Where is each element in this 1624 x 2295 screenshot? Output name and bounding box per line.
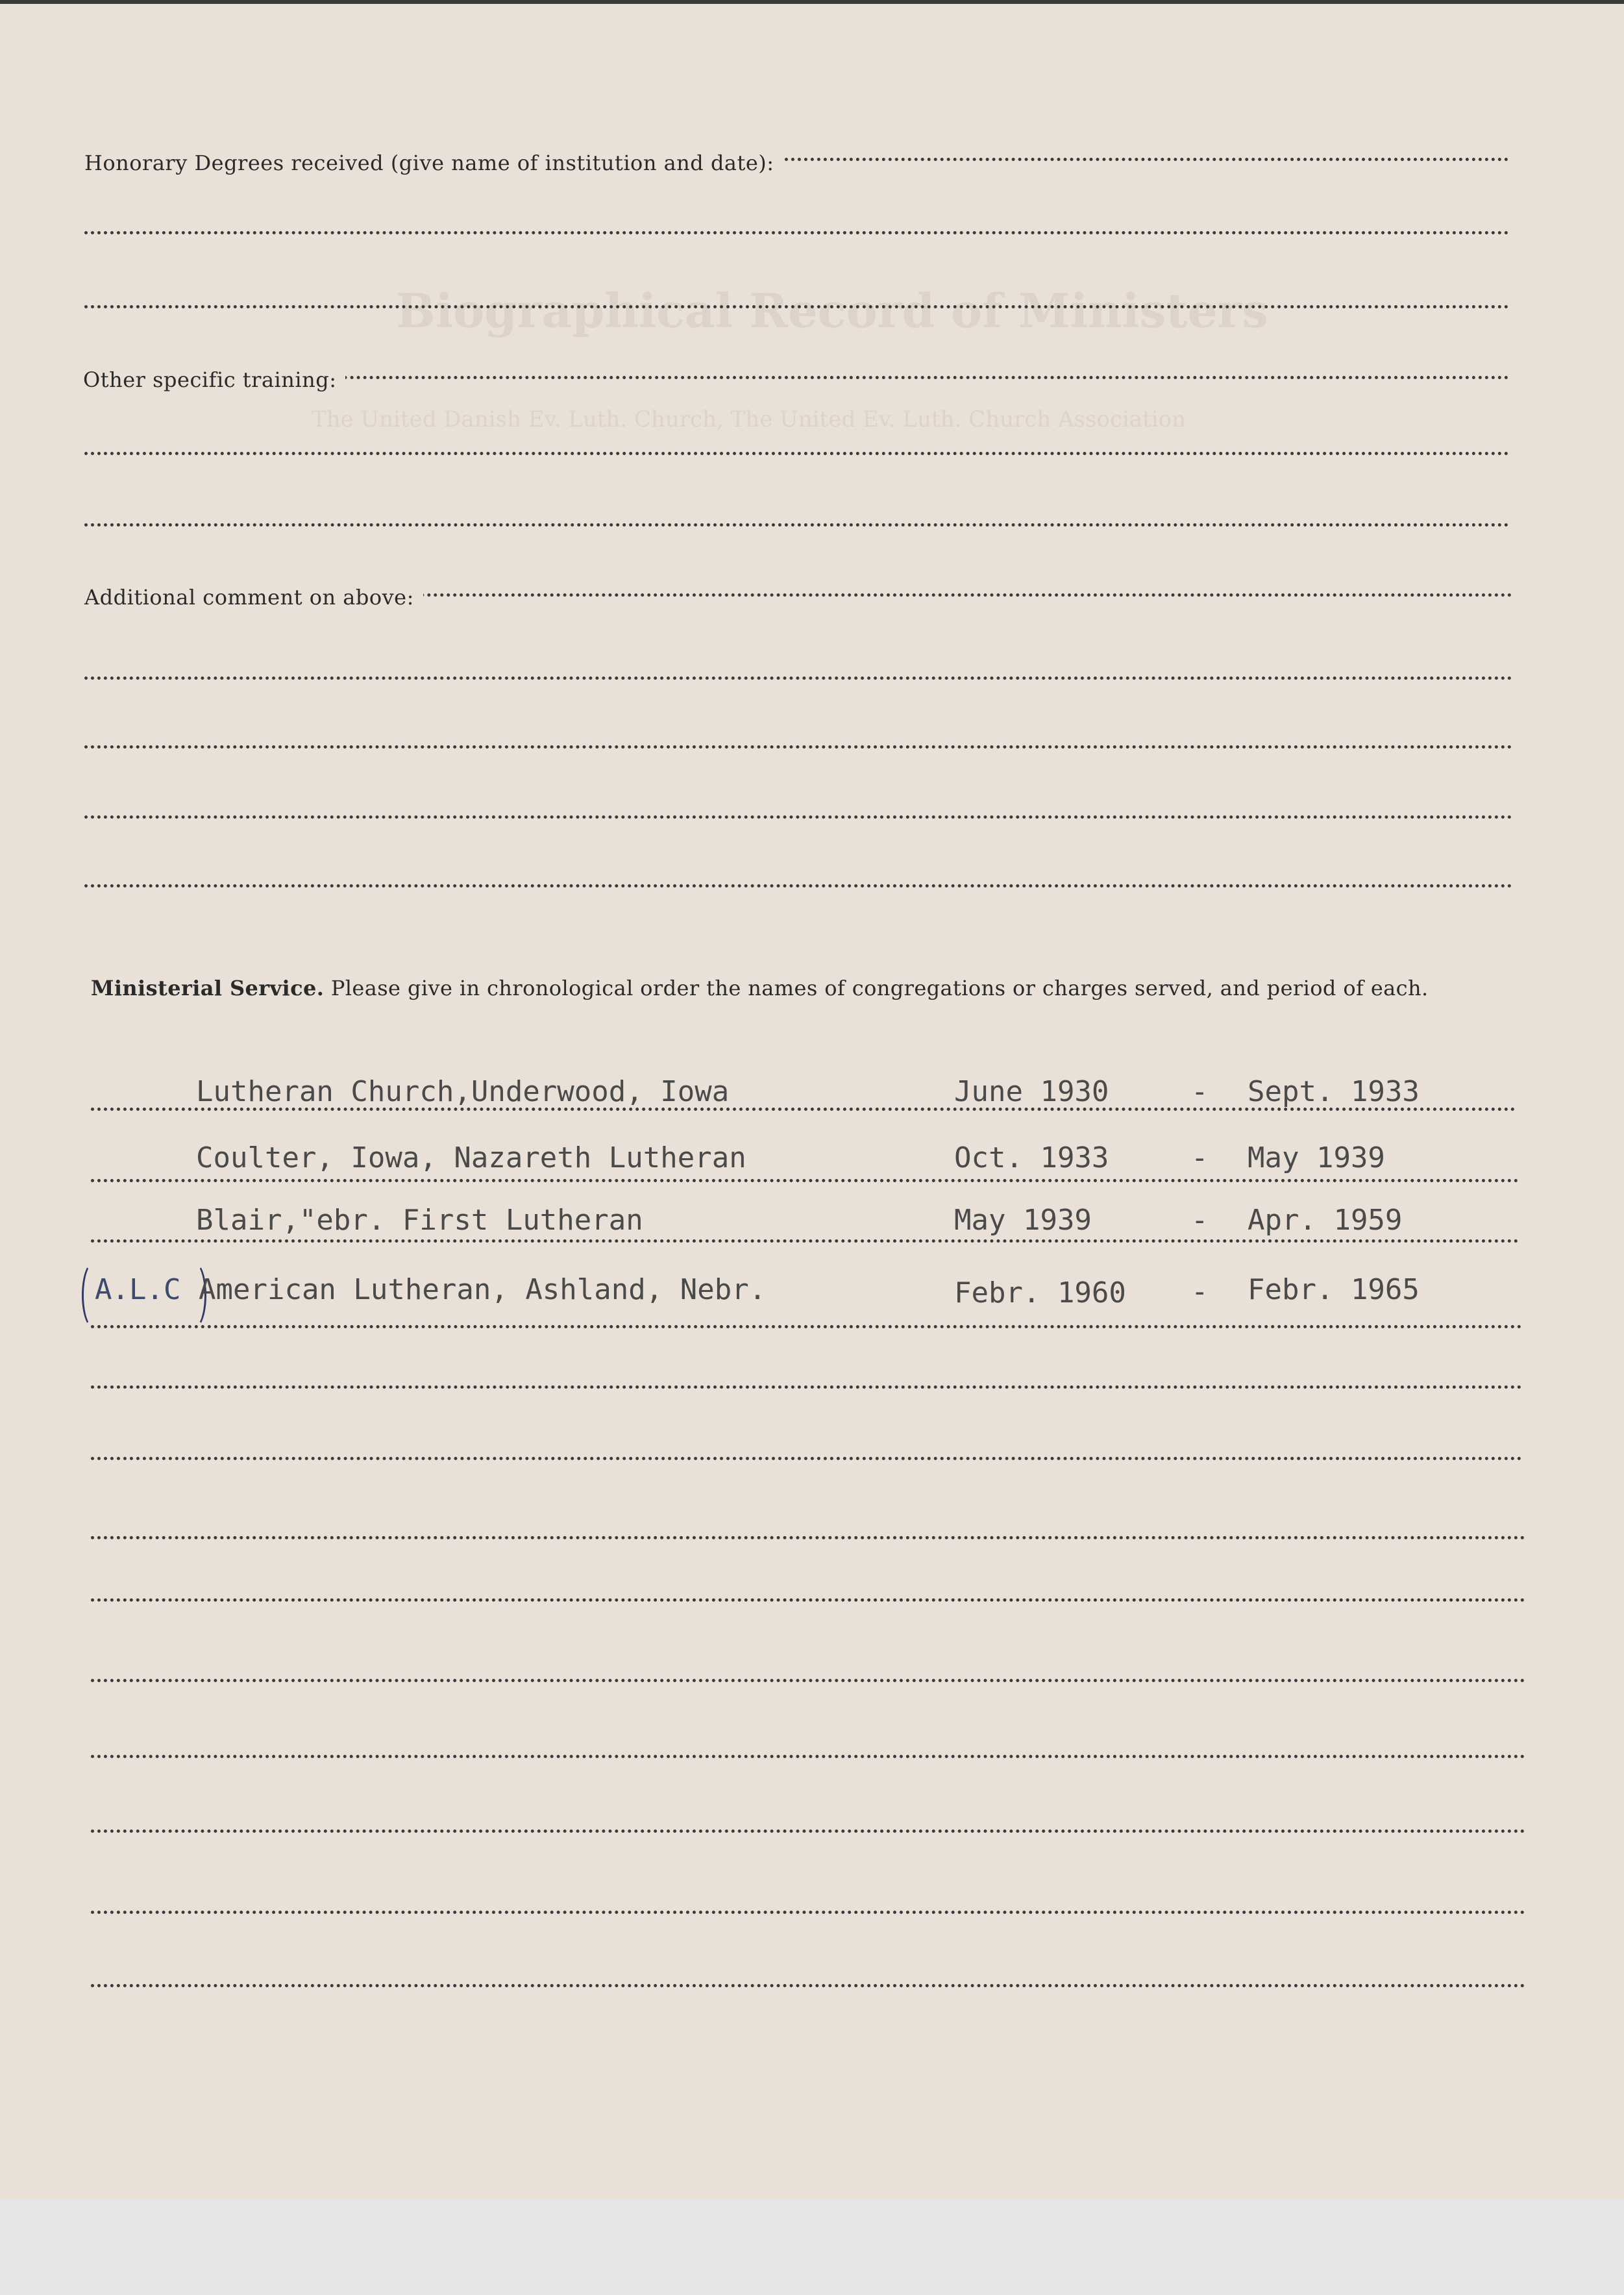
service-entry-to: Sept. 1933 (1248, 1075, 1420, 1108)
service-entry-from: May 1939 (954, 1204, 1092, 1237)
ministerial-service-text: Please give in chronological order the names of congregations or charges served, and period of each. (330, 976, 1429, 1000)
service-line-5[interactable] (91, 1385, 1522, 1389)
service-entry-to: Apr. 1959 (1248, 1204, 1403, 1237)
service-entry-name: Blair,"ebr. First Lutheran (196, 1204, 643, 1237)
service-line-8[interactable] (91, 1598, 1525, 1602)
scan-background (0, 2200, 1624, 2295)
comment-line-2[interactable] (84, 676, 1512, 680)
ministerial-service-instructions (91, 962, 1519, 1014)
ministerial-service-heading: Ministerial Service. (91, 976, 325, 1000)
service-line-4[interactable] (91, 1325, 1522, 1328)
service-entry-to: May 1939 (1248, 1141, 1385, 1174)
service-line-2[interactable] (91, 1179, 1519, 1182)
service-entry-name: American Lutheran, Ashland, Nebr. (199, 1273, 767, 1306)
annotation-alc: A.L.C (95, 1273, 181, 1306)
service-line-6[interactable] (91, 1457, 1522, 1460)
training-line-3[interactable] (84, 523, 1509, 527)
service-entry-from: Oct. 1933 (954, 1141, 1109, 1174)
comment-line-4[interactable] (84, 815, 1512, 819)
service-entry-name: Lutheran Church,Underwood, Iowa (196, 1075, 730, 1108)
service-entry-dash: - (1191, 1275, 1209, 1308)
service-line-13[interactable] (91, 1984, 1525, 1987)
service-entry-dash: - (1191, 1204, 1209, 1237)
service-entry-name: Coulter, Iowa, Nazareth Lutheran (196, 1141, 746, 1174)
service-line-12[interactable] (91, 1911, 1525, 1914)
service-entry-to: Febr. 1965 (1248, 1273, 1420, 1306)
service-entry-dash: - (1191, 1075, 1209, 1108)
service-line-7[interactable] (91, 1536, 1525, 1539)
honorary-line-2[interactable] (84, 231, 1509, 234)
service-entry-from: Febr. 1960 (954, 1276, 1126, 1309)
service-line-11[interactable] (91, 1830, 1525, 1833)
service-line-3[interactable] (91, 1239, 1519, 1243)
training-label: Other specific training: (83, 367, 345, 392)
training-line-2[interactable] (84, 452, 1509, 455)
service-entry-from: June 1930 (954, 1075, 1109, 1108)
show-through-title: Biographical Record of Ministers (396, 283, 1268, 338)
honorary-line-3[interactable] (84, 305, 1509, 308)
service-line-10[interactable] (91, 1755, 1525, 1758)
show-through-lines: The United Danish Ev. Luth. Church, The United Ev. Luth. Church Association (312, 406, 1186, 432)
comment-line-5[interactable] (84, 884, 1512, 887)
comment-line-3[interactable] (84, 745, 1512, 749)
honorary-degrees-label: Honorary Degrees received (give name of institution and date): (84, 151, 783, 175)
service-line-9[interactable] (91, 1679, 1525, 1682)
comment-label: Additional comment on above: (84, 585, 423, 610)
service-entry-dash: - (1191, 1141, 1209, 1174)
